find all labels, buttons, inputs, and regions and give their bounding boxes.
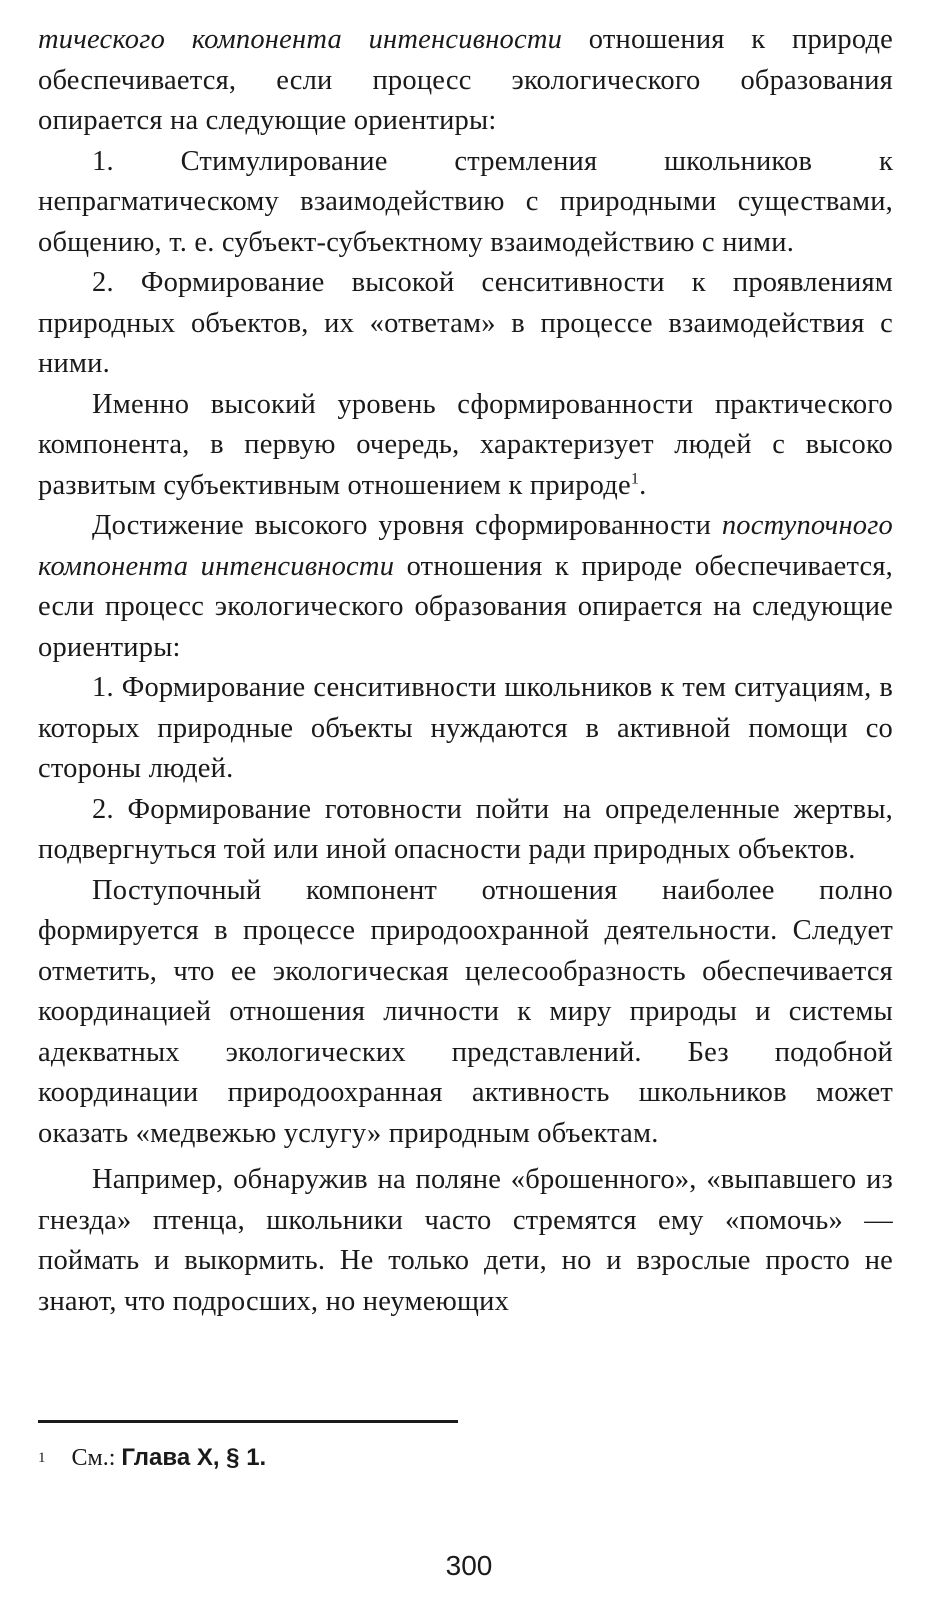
paragraph-2: 1. Стимулирование стремления школьников к непрагматическому взаимодействию с природными существами, общению, т. е. субъект-субъектному взаимодействию с ними. — [38, 145, 893, 258]
footnote-divider — [38, 1420, 458, 1423]
paragraph-7: 2. Формирование готовности пойти на определенные жертвы, подвергнуться той или иной опасности ради природных объектов. — [38, 793, 893, 865]
paragraph-5: Достижение высокого уровня сформированности поступочного компонента интенсивности отношения к природе обеспечивается, если процесс экологического образования опирается на следующие ориентиры: — [38, 510, 894, 663]
paragraph-6: 1. Формирование сенситивности школьников к тем ситуациям, в которых природные объекты нуждаются в активной помощи со стороны людей. — [38, 672, 893, 784]
paragraph-3: 2. Формирование высокой сенситивности к проявлениям природных объектов, их «ответам» в процессе взаимодействия с ними. — [38, 267, 893, 379]
page-number: 300 — [445, 1550, 493, 1581]
footnote — [38, 1442, 266, 1474]
italic-term: поступочного компонента интенсивности — [38, 510, 893, 582]
footnote-marker: 1 — [630, 470, 640, 487]
body-text — [38, 20, 893, 1322]
paragraph-1: тического компонента интенсивности отношения к природе обеспечивается, если процесс экологического образования опирается на следующие ориентиры: — [38, 24, 894, 136]
italic-term: тического компонента интенсивности — [38, 24, 563, 55]
paragraph-9: Например, обнаружив на поляне «брошенного», «выпавшего из гнезда» птенца, школьники часто стремятся ему «помочь» — поймать и выкормить. Не только дети, но и взрослые просто не знают, что подросших, но неумеющих — [38, 1164, 893, 1317]
paragraph-8: Поступочный компонент отношения наиболее полно формируется в процессе природоохранной деятельности. Следует отметить, что ее экологическая целесообразность обеспечивается координацией отношения личности к миру природы и системы адекватных экологических представлений. Без подобной координации природоохранная активность школьников может оказать «медвежью услугу» природным объектам. — [38, 874, 893, 1149]
paragraph-4: Именно высокий уровень сформированности практического компонента, в первую очередь, характеризует людей с высоко развитым субъективным отношением к природе$^1$. — [38, 388, 893, 501]
footnote-number: 1 — [38, 1450, 46, 1466]
footnote-reference: Глава X, § 1. — [121, 1444, 267, 1471]
footnote-prefix: См.: — [71, 1445, 122, 1471]
